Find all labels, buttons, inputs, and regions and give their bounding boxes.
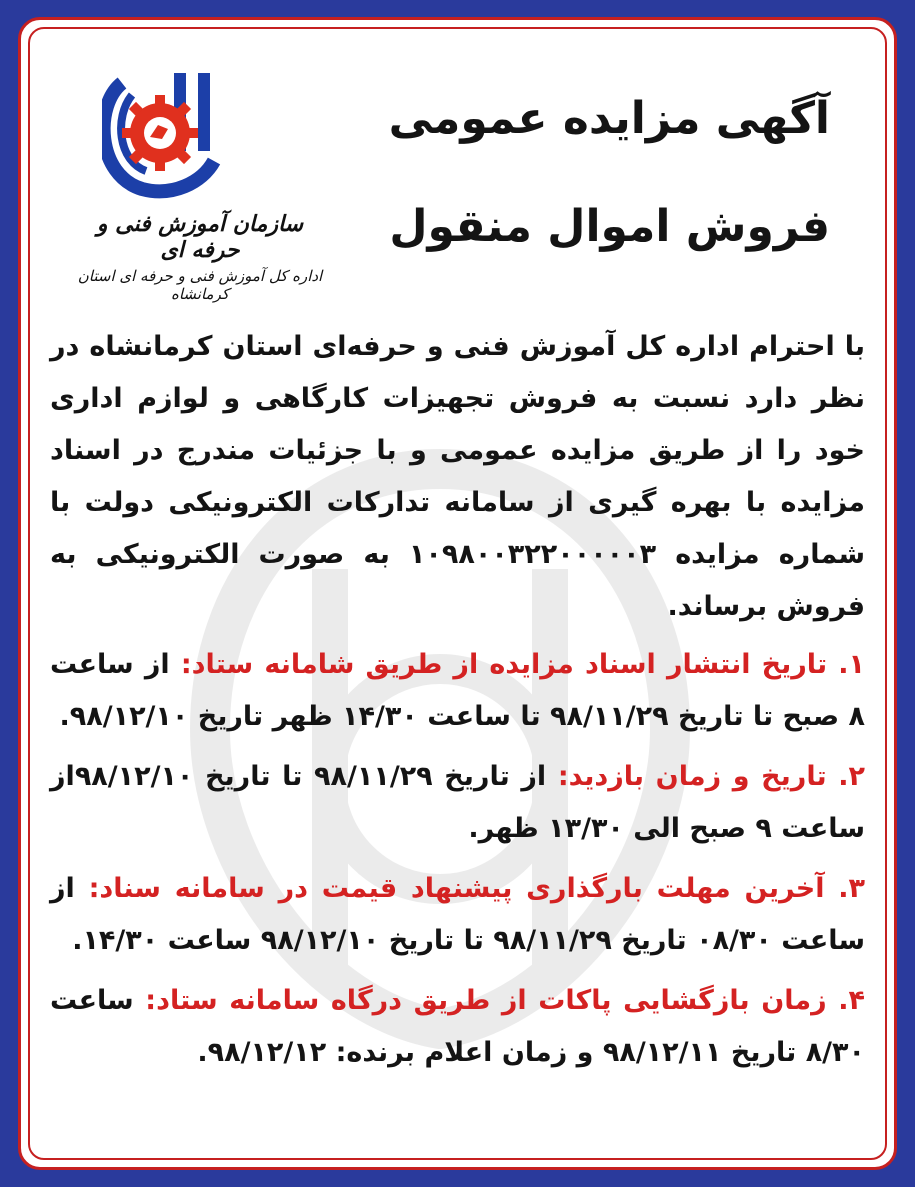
list-item	[50, 863, 865, 967]
item-label: ۱. تاریخ انتشار اسناد مزایده از طریق شامانه ستاد:	[180, 649, 865, 680]
item-text: از تاریخ ۹۸/۱۱/۲۹ تا تاریخ ۹۸/۱۲/۱۰از ساعت ۹ صبح الی ۱۳/۳۰ ظهر.	[50, 761, 865, 844]
item-label: ۴. زمان بازگشایی پاکات از طریق درگاه سامانه ستاد:	[145, 985, 865, 1016]
item-label: ۲. تاریخ و زمان بازدید:	[557, 761, 865, 792]
announcement-title: آگهی مزایده عمومی	[388, 93, 830, 144]
announcement-body	[50, 321, 865, 1087]
list-item	[50, 639, 865, 743]
intro-paragraph: با احترام اداره کل آموزش فنی و حرفه‌ای استان کرمانشاه در نظر دارد نسبت به فروش تجهیزات کارگاهی و لوازم اداری خود را از طریق مزایده عمومی و با جزئیات مندرج در اسناد مزایده با بهره گیری از سامانه تدارکات الکترونیکی دولت با شماره مزایده ۱۰۹۸۰۰۳۲۲۰۰۰۰۰۳ به صورت الکترونیکی به فروش برساند.	[50, 331, 865, 622]
organization-subtitle: اداره کل آموزش فنی و حرفه ای استان کرمانشاه	[77, 267, 323, 303]
announcement-paper	[28, 27, 887, 1160]
organization-logo-icon	[102, 65, 222, 205]
list-item	[50, 975, 865, 1079]
item-text: از ساعت ۰۸/۳۰ تاریخ ۹۸/۱۱/۲۹ تا تاریخ ۹۸/۱۲/۱۰ ساعت ۱۴/۳۰.	[50, 873, 865, 956]
item-text: از ساعت ۸ صبح تا تاریخ ۹۸/۱۱/۲۹ تا ساعت ۱۴/۳۰ ظهر تاریخ ۹۸/۱۲/۱۰.	[50, 649, 865, 732]
item-label: ۳. آخرین مهلت بارگذاری پیشنهاد قیمت در سامانه سناد:	[88, 873, 866, 904]
gear-icon	[122, 95, 198, 171]
header	[30, 29, 885, 329]
item-text: ساعت ۸/۳۰ تاریخ ۹۸/۱۲/۱۱ و زمان اعلام برنده: ۹۸/۱۲/۱۲.	[50, 985, 865, 1068]
organization-name: سازمان آموزش فنی و حرفه ای	[96, 211, 304, 263]
announcement-subtitle: فروش اموال منقول	[389, 201, 830, 252]
list-item	[50, 751, 865, 855]
